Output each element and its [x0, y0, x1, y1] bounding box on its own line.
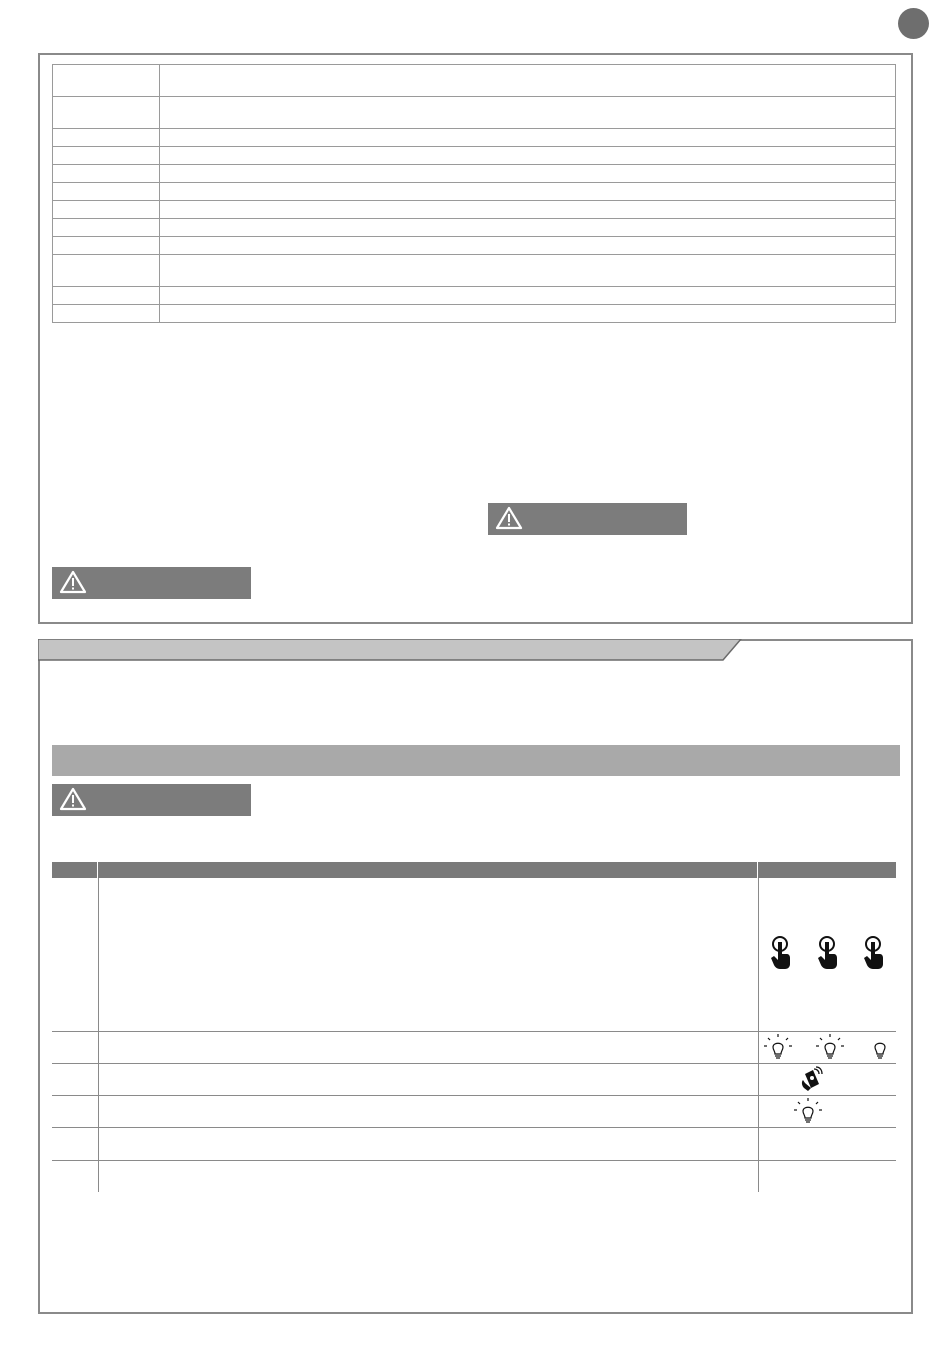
warning-box: [488, 503, 687, 535]
procedure-table-header: [52, 862, 896, 878]
row-label: [53, 305, 160, 323]
table-row: [53, 237, 896, 255]
hand-press-icon: [815, 934, 841, 970]
row-label: [53, 219, 160, 237]
table-row: [53, 219, 896, 237]
row-label: [53, 129, 160, 147]
step-text: [104, 1165, 752, 1181]
row-divider: [52, 1031, 896, 1032]
table-row: [53, 305, 896, 323]
row-value: [160, 255, 896, 287]
row-value: [160, 219, 896, 237]
hand-press-icon: [768, 934, 794, 970]
light-bulb-icon: [816, 1033, 844, 1061]
step-text: [104, 1068, 752, 1084]
row-value: [160, 65, 896, 97]
warning-triangle-icon: [59, 787, 87, 811]
step-number: [56, 1068, 94, 1084]
light-bulb-icon: [794, 1097, 822, 1125]
table-row: [53, 201, 896, 219]
row-divider: [52, 1127, 896, 1128]
header-divider: [757, 862, 758, 878]
row-value: [160, 287, 896, 305]
row-divider: [52, 1160, 896, 1161]
step-number: [56, 1132, 94, 1148]
remote-control-icon: [799, 1066, 823, 1092]
step-text: [104, 882, 752, 898]
step-number: [56, 1100, 94, 1116]
section-title: [44, 642, 644, 658]
table-row: [53, 129, 896, 147]
table-row: [53, 147, 896, 165]
specifications-table: [52, 64, 896, 323]
row-label: [53, 165, 160, 183]
row-label: [53, 183, 160, 201]
row-value: [160, 147, 896, 165]
row-label: [53, 287, 160, 305]
procedure-frame: [38, 639, 913, 1314]
warning-box: [52, 784, 251, 816]
row-label: [53, 201, 160, 219]
step-text: [104, 1036, 752, 1052]
table-row: [53, 255, 896, 287]
light-bulb-icon: [866, 1033, 894, 1061]
header-divider: [97, 862, 98, 878]
page-number-badge: [898, 8, 929, 39]
row-value: [160, 165, 896, 183]
row-value: [160, 183, 896, 201]
table-row: [53, 287, 896, 305]
table-row: [53, 165, 896, 183]
step-number: [56, 1165, 94, 1181]
row-label: [53, 237, 160, 255]
step-text: [104, 1100, 752, 1116]
row-value: [160, 201, 896, 219]
row-label: [53, 147, 160, 165]
row-value: [160, 237, 896, 255]
row-label: [53, 97, 160, 129]
step-number: [56, 882, 94, 898]
column-divider: [98, 878, 99, 1192]
table-row: [53, 97, 896, 129]
row-label: [53, 255, 160, 287]
row-divider: [52, 1063, 896, 1064]
subsection-bar: [52, 745, 900, 776]
step-text: [104, 1132, 752, 1148]
row-divider: [52, 1095, 896, 1096]
row-value: [160, 97, 896, 129]
row-value: [160, 129, 896, 147]
hand-press-icon: [861, 934, 887, 970]
column-divider: [758, 878, 759, 1192]
warning-triangle-icon: [59, 570, 87, 594]
table-row: [53, 65, 896, 97]
step-number: [56, 1036, 94, 1052]
row-value: [160, 305, 896, 323]
light-bulb-icon: [764, 1033, 792, 1061]
table-row: [53, 183, 896, 201]
warning-box: [52, 567, 251, 599]
warning-triangle-icon: [495, 506, 523, 530]
row-label: [53, 65, 160, 97]
